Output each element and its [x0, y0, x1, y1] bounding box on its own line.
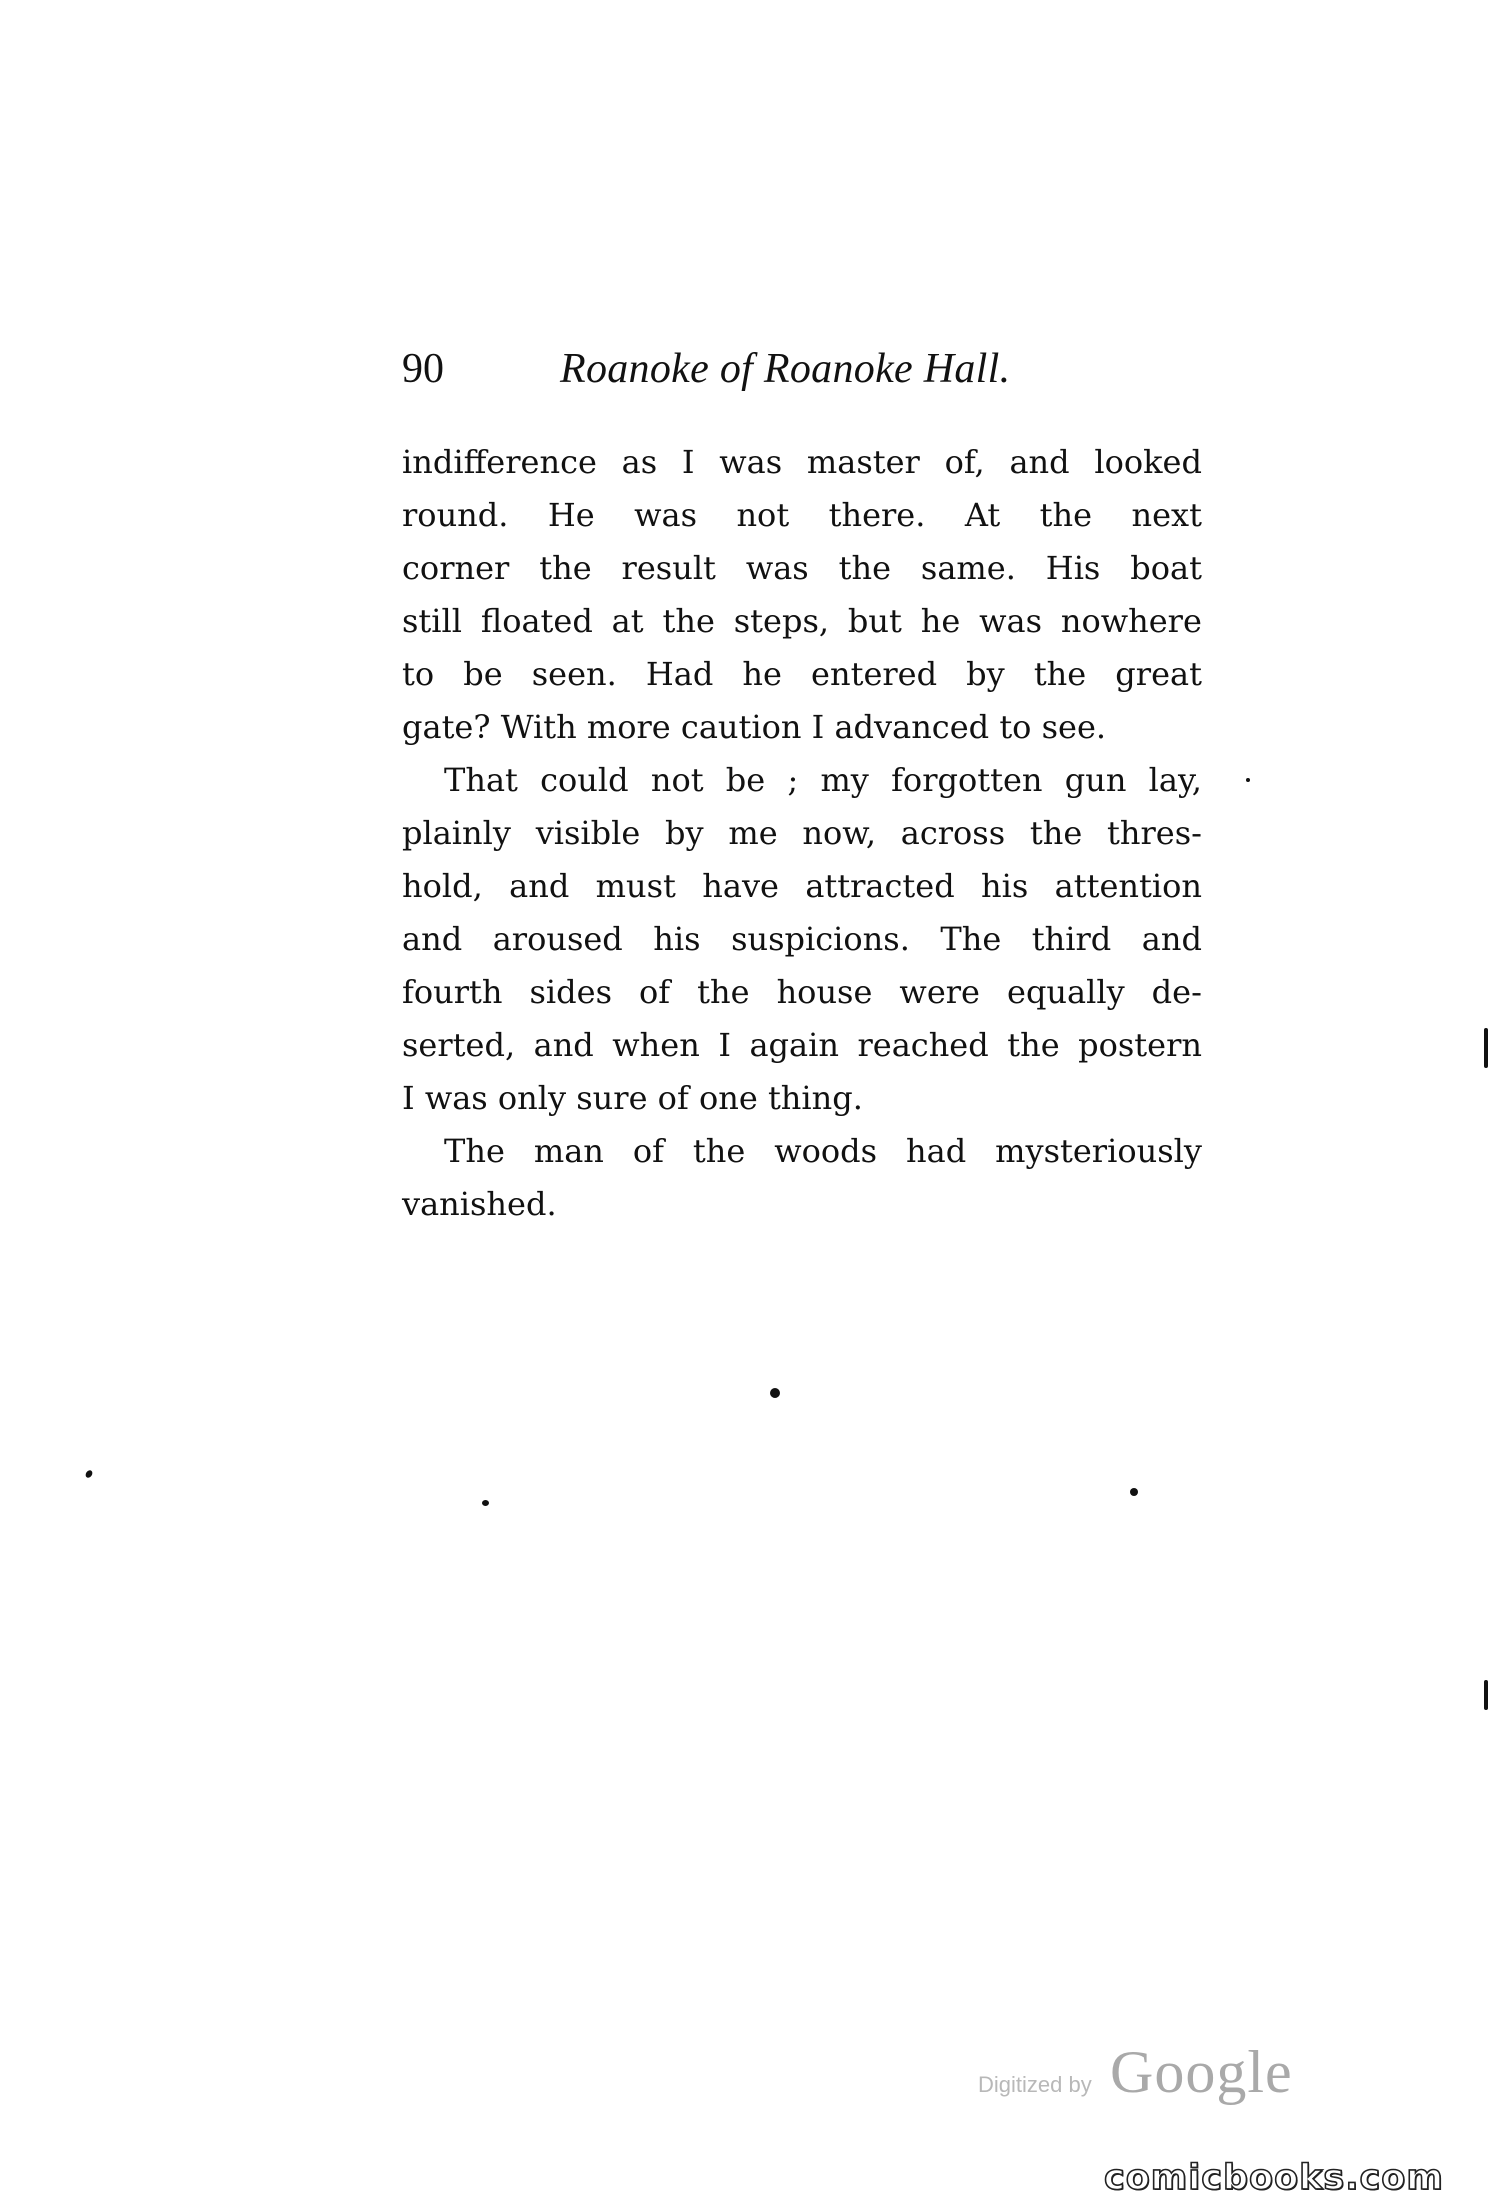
word: great: [1115, 655, 1202, 693]
word: the: [662, 602, 715, 640]
word: house: [776, 973, 873, 1011]
word: there.: [828, 496, 926, 534]
word: man: [533, 1132, 604, 1170]
word: sides: [529, 973, 612, 1011]
site-watermark: comicbooks.com: [1104, 2158, 1444, 2198]
running-head: [402, 341, 1202, 397]
word: reached: [857, 1026, 989, 1064]
word: boat: [1130, 549, 1202, 587]
text-line: [402, 754, 1202, 807]
word: forgotten: [891, 761, 1043, 799]
word: to: [402, 655, 435, 693]
word: could: [540, 761, 629, 799]
google-watermark: [978, 2039, 1308, 2118]
word: thres-: [1107, 814, 1202, 852]
word: mysteriously: [995, 1132, 1202, 1170]
word: and: [402, 920, 463, 958]
text-line: [402, 860, 1202, 913]
word: and: [1009, 443, 1070, 481]
word: aroused: [492, 920, 623, 958]
word: woods: [774, 1132, 878, 1170]
word: same.: [920, 549, 1016, 587]
word: at: [611, 602, 644, 640]
google-logo: Google: [1110, 2039, 1293, 2105]
page-number: 90: [402, 346, 444, 392]
word: but: [847, 602, 902, 640]
word: the: [1029, 814, 1083, 852]
word: nowhere: [1060, 602, 1202, 640]
word: visible: [535, 814, 641, 852]
word: ;: [787, 761, 799, 799]
word: when: [612, 1026, 700, 1064]
word: be: [725, 761, 766, 799]
word: Had: [645, 655, 714, 693]
word: was: [634, 496, 698, 534]
word: I: [718, 1026, 731, 1064]
word: be: [463, 655, 503, 693]
text-line: [402, 1125, 1202, 1178]
word: corner: [402, 549, 510, 587]
word: looked: [1094, 443, 1202, 481]
word: entered: [811, 655, 938, 693]
word: of,: [944, 443, 985, 481]
word: result: [621, 549, 716, 587]
word: were: [899, 973, 980, 1011]
word: the: [838, 549, 892, 587]
digitized-by-label: Digitized by: [978, 2072, 1092, 2097]
word: attracted: [805, 867, 955, 905]
word: was: [979, 602, 1042, 640]
word: serted,: [402, 1026, 516, 1064]
text-line: gate? With more caution I advanced to see.: [402, 708, 1107, 746]
text-line: [402, 807, 1202, 860]
word: That: [444, 761, 518, 799]
word: across: [900, 814, 1006, 852]
text-line: [402, 966, 1202, 1019]
word: have: [702, 867, 779, 905]
word: by: [665, 814, 704, 852]
ink-speck: [1484, 1680, 1488, 1710]
word: lay,: [1148, 761, 1202, 799]
ink-speck: [84, 1469, 94, 1479]
word: indifference: [402, 443, 597, 481]
word: de-: [1151, 973, 1202, 1011]
word: was: [745, 549, 809, 587]
ink-speck: [1484, 1028, 1488, 1068]
word: equally: [1007, 973, 1125, 1011]
word: the: [1033, 655, 1087, 693]
word: postern: [1078, 1026, 1202, 1064]
word: was: [719, 443, 783, 481]
ink-speck: [482, 1500, 489, 1506]
word: steps,: [733, 602, 830, 640]
text-line: [402, 913, 1202, 966]
word: not: [736, 496, 790, 534]
word: At: [964, 496, 1001, 534]
word: his: [981, 867, 1029, 905]
word: master: [806, 443, 920, 481]
word: he: [920, 602, 961, 640]
word: had: [906, 1132, 967, 1170]
running-title: Roanoke of Roanoke Hall.: [560, 346, 1011, 392]
word: the: [697, 973, 750, 1011]
text-line: vanished.: [402, 1185, 557, 1223]
word: the: [539, 549, 592, 587]
text-line: [402, 648, 1202, 701]
text-line: I was only sure of one thing.: [402, 1079, 863, 1117]
word: and: [509, 867, 570, 905]
text-line: [402, 489, 1202, 542]
word: and: [533, 1026, 594, 1064]
word: by: [966, 655, 1005, 693]
word: seen.: [531, 655, 617, 693]
word: attention: [1054, 867, 1202, 905]
word: and: [1141, 920, 1202, 958]
word: still: [402, 602, 462, 640]
word: the: [1007, 1026, 1060, 1064]
word: suspicions.: [731, 920, 910, 958]
word: must: [595, 867, 676, 905]
word: again: [749, 1026, 839, 1064]
word: round.: [402, 496, 509, 534]
word: He: [547, 496, 595, 534]
text-line: [402, 436, 1202, 489]
word: of: [639, 973, 671, 1011]
word: The: [444, 1132, 505, 1170]
ink-speck: [1246, 778, 1250, 782]
body-text: [402, 436, 1202, 1231]
text-line: [402, 595, 1202, 648]
word: his: [653, 920, 701, 958]
word: not: [650, 761, 704, 799]
word: now,: [802, 814, 876, 852]
word: gun: [1064, 761, 1127, 799]
word: me: [728, 814, 778, 852]
word: I: [681, 443, 695, 481]
word: His: [1045, 549, 1101, 587]
text-line: [402, 1019, 1202, 1072]
word: of: [632, 1132, 664, 1170]
word: third: [1031, 920, 1112, 958]
word: he: [742, 655, 782, 693]
word: next: [1131, 496, 1202, 534]
word: floated: [480, 602, 593, 640]
ink-speck: [1130, 1488, 1138, 1496]
word: fourth: [402, 973, 503, 1011]
word: the: [1039, 496, 1093, 534]
word: plainly: [402, 814, 511, 852]
word: hold,: [402, 867, 483, 905]
word: The: [940, 920, 1002, 958]
ink-speck: [770, 1388, 780, 1398]
word: the: [692, 1132, 746, 1170]
text-line: [402, 542, 1202, 595]
word: as: [621, 443, 658, 481]
word: my: [820, 761, 869, 799]
